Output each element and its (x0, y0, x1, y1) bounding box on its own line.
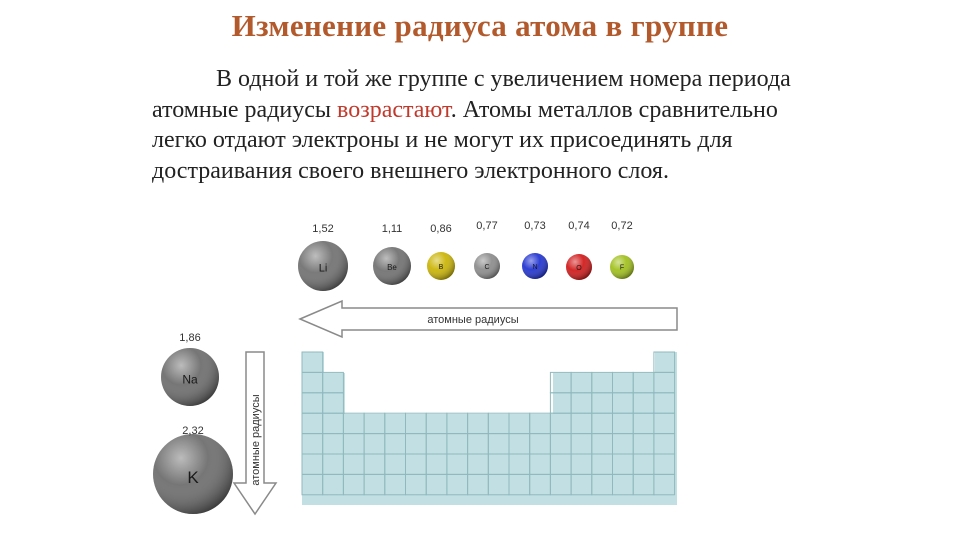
atom-radius-label: 1,86 (179, 332, 201, 344)
atom-radius-label: 0,86 (430, 223, 452, 235)
period-atom-li (298, 223, 348, 291)
atom-radius-label: 0,74 (568, 220, 590, 232)
highlighted-word: возрастают (337, 96, 451, 123)
atom-symbol: C (484, 263, 490, 271)
period-atom-b (427, 223, 455, 280)
atom-radius-label: 1,52 (312, 223, 334, 235)
period-atom-o (566, 220, 592, 280)
period-atom-c (474, 220, 500, 279)
period-atoms-row (298, 220, 634, 291)
atom-symbol: B (438, 264, 444, 272)
paragraph-text-2: . Атомы металлов сравнительно легко отдают электроны и не могут их присоединять для достраивания своего внешнего электронного слоя. (152, 96, 778, 184)
atom-symbol: K (187, 467, 199, 487)
atom-radius-label: 0,73 (524, 220, 546, 232)
slide-title: Изменение радиуса атома в группе (231, 8, 729, 43)
atom-symbol: F (619, 264, 625, 272)
period-atom-be (373, 223, 411, 285)
periodic-table-grid (302, 352, 677, 505)
atom-radius-label: 0,77 (476, 220, 498, 232)
atom-radius-label: 0,72 (611, 220, 633, 232)
paragraph-text-1: В одной и той же группе с увеличением номера периода атомные радиусы (152, 66, 791, 123)
horizontal-arrow-label: атомные радиусы (427, 314, 519, 326)
table-background (302, 352, 677, 505)
vertical-arrow-label: атомные радиусы (250, 394, 262, 486)
atom-radius-label: 2,32 (182, 425, 204, 437)
atom-symbol: Be (387, 263, 397, 273)
atom-symbol: Na (182, 372, 198, 387)
group-atom-na (161, 332, 219, 406)
atom-symbol: Li (318, 262, 328, 275)
atom-radius-label: 1,11 (381, 223, 403, 235)
group-atoms-column (153, 332, 233, 514)
atom-symbol: O (576, 264, 582, 272)
period-atom-n (522, 220, 548, 279)
group-atom-k (153, 425, 233, 514)
period-atom-f (610, 220, 634, 279)
atom-symbol: N (532, 263, 538, 271)
